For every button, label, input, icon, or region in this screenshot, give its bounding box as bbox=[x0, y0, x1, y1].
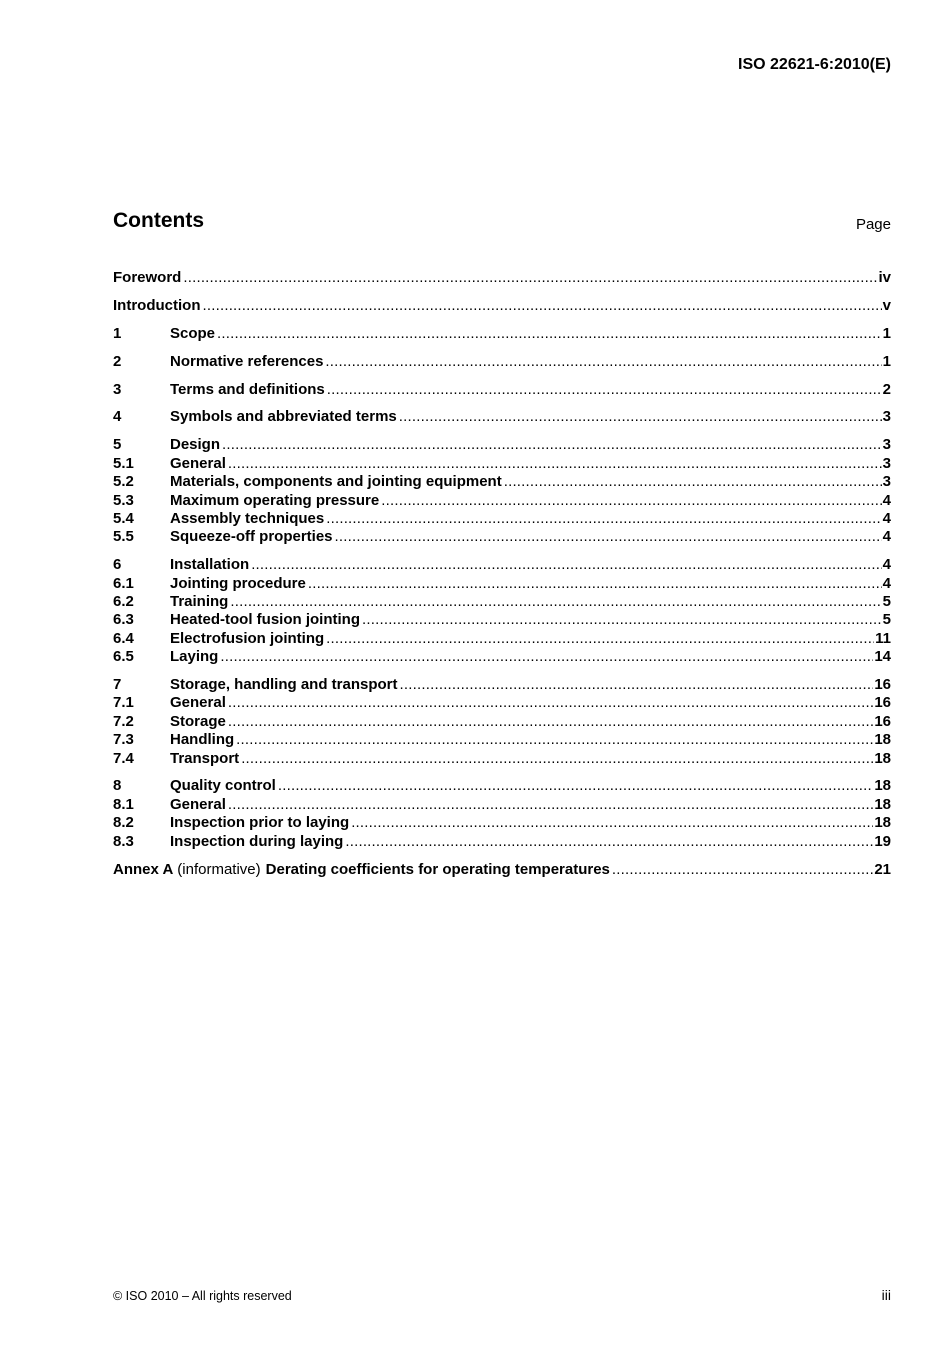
leader-dots bbox=[230, 593, 881, 611]
toc-entry-5-5[interactable] bbox=[113, 528, 891, 546]
leader-dots bbox=[612, 861, 873, 879]
toc-title: Inspection prior to laying bbox=[170, 814, 350, 832]
toc-title: Assembly techniques bbox=[170, 509, 325, 527]
toc-entry-8[interactable] bbox=[113, 777, 891, 795]
leader-dots bbox=[335, 528, 882, 546]
toc-page: 1 bbox=[882, 324, 891, 342]
toc-title: Terms and definitions bbox=[170, 380, 325, 398]
leader-dots bbox=[251, 556, 881, 574]
toc-title: Training bbox=[170, 592, 229, 610]
document-id: ISO 22621-6:2010(E) bbox=[738, 56, 891, 73]
leader-dots bbox=[326, 630, 874, 648]
toc-entry-4[interactable] bbox=[113, 408, 891, 426]
toc-page: 19 bbox=[874, 832, 891, 850]
leader-dots bbox=[325, 353, 881, 371]
toc-number: 7 bbox=[113, 676, 122, 694]
leader-dots bbox=[345, 833, 873, 851]
toc-entry-7-4[interactable] bbox=[113, 750, 891, 768]
toc-entry-7-3[interactable] bbox=[113, 731, 891, 749]
toc-number: 5.1 bbox=[113, 454, 134, 472]
toc-entry-3[interactable] bbox=[113, 381, 891, 399]
toc-number: 5 bbox=[113, 436, 122, 454]
leader-dots bbox=[228, 713, 873, 731]
toc-page: 14 bbox=[874, 648, 891, 666]
toc-number: 8.3 bbox=[113, 832, 134, 850]
toc-number: 8.2 bbox=[113, 814, 134, 832]
toc-page: 4 bbox=[882, 574, 891, 592]
toc-page: 3 bbox=[882, 473, 891, 491]
toc-entry-5-3[interactable] bbox=[113, 492, 891, 510]
toc-title: General bbox=[170, 795, 226, 813]
leader-dots bbox=[278, 777, 873, 795]
leader-dots bbox=[228, 796, 873, 814]
leader-dots bbox=[222, 436, 882, 454]
toc-title: Inspection during laying bbox=[170, 832, 344, 850]
toc-entry-foreword[interactable] bbox=[113, 269, 891, 287]
toc-page: 1 bbox=[882, 352, 891, 370]
toc-title: Squeeze-off properties bbox=[170, 528, 333, 546]
toc-number: 6.1 bbox=[113, 574, 134, 592]
toc-number: 5.4 bbox=[113, 509, 134, 527]
leader-dots bbox=[220, 648, 873, 666]
toc-entry-8-2[interactable] bbox=[113, 814, 891, 832]
toc-title: Maximum operating pressure bbox=[170, 491, 380, 509]
toc-page: 16 bbox=[874, 676, 891, 694]
leader-dots bbox=[326, 510, 881, 528]
toc-page: 16 bbox=[874, 694, 891, 712]
toc-title: General bbox=[170, 454, 226, 472]
toc-title: Heated-tool fusion jointing bbox=[170, 611, 360, 629]
toc-page: 3 bbox=[882, 436, 891, 454]
toc-title: Handling bbox=[170, 731, 235, 749]
toc-page: 4 bbox=[882, 556, 891, 574]
toc-page: 3 bbox=[882, 408, 891, 426]
toc-title: Introduction bbox=[113, 296, 201, 314]
toc-entry-7[interactable] bbox=[113, 676, 891, 694]
leader-dots bbox=[400, 676, 874, 694]
leader-dots bbox=[381, 492, 881, 510]
toc-number: 4 bbox=[113, 408, 122, 426]
page-column-label: Page bbox=[855, 216, 891, 233]
toc-entry-5-2[interactable] bbox=[113, 473, 891, 491]
toc-page: v bbox=[882, 296, 891, 314]
toc-title: Storage bbox=[170, 712, 226, 730]
toc-page: 2 bbox=[882, 380, 891, 398]
toc-number: 8 bbox=[113, 777, 122, 795]
toc-title: General bbox=[170, 694, 226, 712]
toc-number: 6 bbox=[113, 556, 122, 574]
toc-entry-introduction[interactable] bbox=[113, 297, 891, 315]
toc-page: 11 bbox=[875, 629, 891, 647]
leader-dots bbox=[351, 814, 873, 832]
toc-title: Scope bbox=[170, 324, 216, 342]
toc-entry-8-1[interactable] bbox=[113, 796, 891, 814]
leader-dots bbox=[236, 731, 873, 749]
toc-title: Storage, handling and transport bbox=[170, 676, 398, 694]
leader-dots bbox=[308, 575, 882, 593]
toc-page: 18 bbox=[874, 795, 891, 813]
toc-entry-6-1[interactable] bbox=[113, 575, 891, 593]
footer-copyright: © ISO 2010 – All rights reserved bbox=[113, 1289, 292, 1303]
toc-title: Jointing procedure bbox=[170, 574, 306, 592]
toc-number: 7.1 bbox=[113, 694, 134, 712]
toc-title: Transport bbox=[170, 749, 240, 767]
toc-title: Foreword bbox=[113, 269, 182, 286]
toc-page: 5 bbox=[882, 611, 891, 629]
annex-label: Annex A bbox=[113, 860, 174, 878]
toc-entry-5[interactable] bbox=[113, 436, 891, 454]
toc-page: 4 bbox=[882, 491, 891, 509]
toc-title: Electrofusion jointing bbox=[170, 629, 325, 647]
toc-number: 6.5 bbox=[113, 648, 134, 666]
toc-entry-6[interactable] bbox=[113, 556, 891, 574]
toc-page: 4 bbox=[882, 509, 891, 527]
toc-number: 6.4 bbox=[113, 629, 134, 647]
toc-title: Normative references bbox=[170, 352, 324, 370]
contents-title: Contents bbox=[113, 209, 204, 232]
toc-number: 6.3 bbox=[113, 611, 134, 629]
table-of-contents bbox=[113, 269, 891, 879]
leader-dots bbox=[327, 381, 882, 399]
toc-page: 21 bbox=[874, 860, 891, 878]
toc-number: 5.3 bbox=[113, 491, 134, 509]
leader-dots bbox=[362, 611, 882, 629]
footer-page-number: iii bbox=[881, 1287, 891, 1303]
toc-page: 18 bbox=[874, 814, 891, 832]
toc-number: 6.2 bbox=[113, 592, 134, 610]
toc-entry-5-1[interactable] bbox=[113, 455, 891, 473]
toc-entry-6-5[interactable] bbox=[113, 648, 891, 666]
toc-page: 18 bbox=[874, 749, 891, 767]
toc-entry-1[interactable] bbox=[113, 325, 891, 343]
toc-page: 5 bbox=[882, 592, 891, 610]
toc-title: Derating coefficients for operating temperatures bbox=[265, 860, 610, 878]
toc-title: Symbols and abbreviated terms bbox=[170, 408, 397, 426]
toc-number: 7.3 bbox=[113, 731, 134, 749]
leader-dots bbox=[241, 750, 873, 768]
toc-number: 2 bbox=[113, 352, 122, 370]
toc-title: Materials, components and jointing equipment bbox=[170, 473, 502, 491]
toc-number: 5.2 bbox=[113, 473, 134, 491]
toc-page: 4 bbox=[882, 528, 891, 546]
toc-entry-6-3[interactable] bbox=[113, 611, 891, 629]
leader-dots bbox=[504, 473, 882, 491]
toc-title: Quality control bbox=[170, 777, 276, 795]
toc-entry-7-1[interactable] bbox=[113, 694, 891, 712]
leader-dots bbox=[217, 325, 882, 343]
toc-page: 18 bbox=[874, 777, 891, 795]
toc-title: Installation bbox=[170, 556, 250, 574]
toc-page: 18 bbox=[874, 731, 891, 749]
toc-page: 3 bbox=[882, 454, 891, 472]
toc-entry-7-2[interactable] bbox=[113, 713, 891, 731]
toc-entry-8-3[interactable] bbox=[113, 833, 891, 851]
annex-type: (informative) bbox=[177, 860, 261, 878]
leader-dots bbox=[228, 694, 873, 712]
toc-title: Laying bbox=[170, 648, 219, 666]
toc-title: Design bbox=[170, 436, 221, 454]
toc-entry-6-4[interactable] bbox=[113, 630, 891, 648]
leader-dots bbox=[183, 269, 877, 287]
toc-page: 16 bbox=[874, 712, 891, 730]
toc-number: 1 bbox=[113, 324, 122, 342]
toc-number: 8.1 bbox=[113, 795, 134, 813]
leader-dots bbox=[228, 455, 882, 473]
toc-number: 7.4 bbox=[113, 749, 134, 767]
leader-dots bbox=[399, 408, 882, 426]
toc-number: 7.2 bbox=[113, 712, 134, 730]
toc-number: 3 bbox=[113, 380, 122, 398]
toc-number: 5.5 bbox=[113, 528, 134, 546]
toc-entry-6-2[interactable] bbox=[113, 593, 891, 611]
toc-entry-5-4[interactable] bbox=[113, 510, 891, 528]
leader-dots bbox=[202, 297, 881, 315]
toc-entry-annex-a[interactable] bbox=[113, 861, 891, 879]
toc-entry-2[interactable] bbox=[113, 353, 891, 371]
toc-page: iv bbox=[878, 269, 891, 286]
